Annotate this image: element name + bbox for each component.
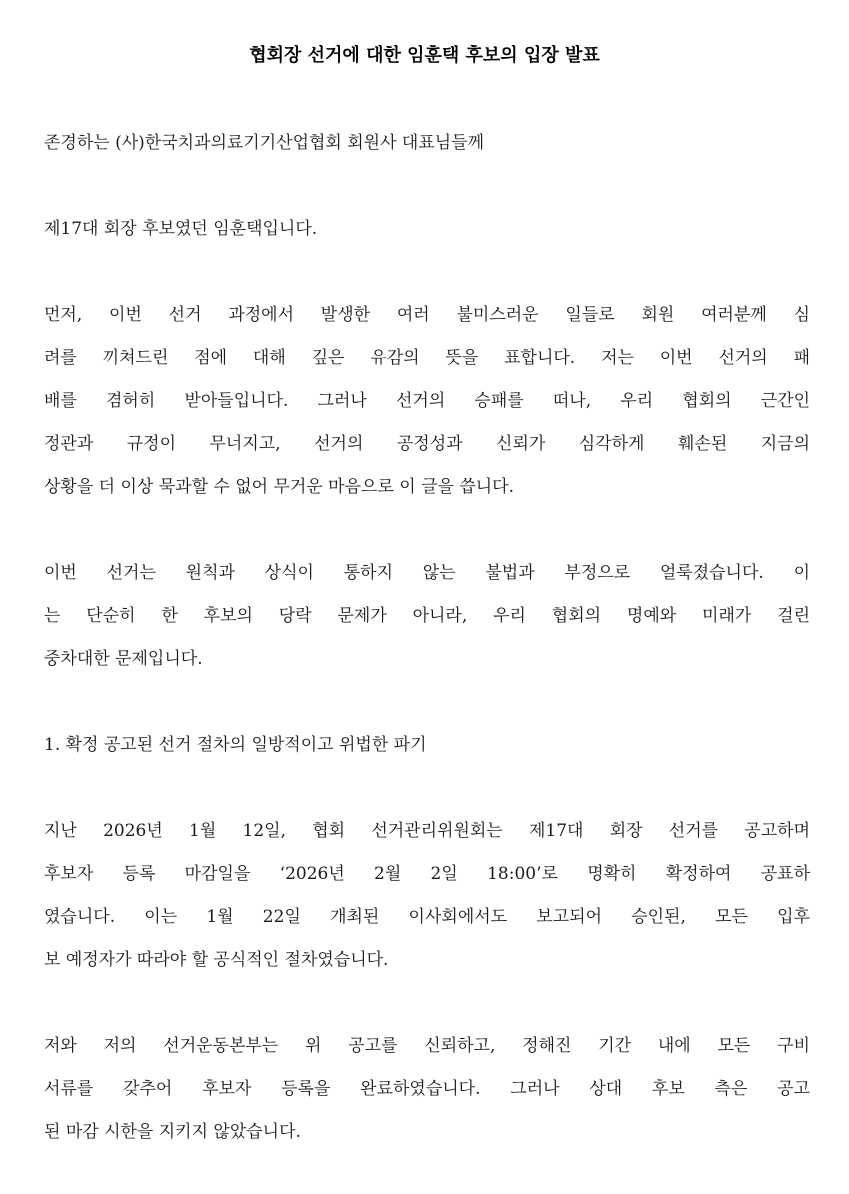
paragraph1-line-1: 먼저, 이번 선거 과정에서 발생한 여러 불미스러운 일들로 회원 여러분께 심 (44, 305, 810, 325)
intro-line: 제17대 회장 후보였던 임훈택입니다. (44, 219, 318, 239)
paragraph4-line-2: 서류를 갖추어 후보자 등록을 완료하였습니다. 그러나 상대 후보 측은 공고 (44, 1079, 810, 1099)
paragraph1-line-4: 정관과 규정이 무너지고, 선거의 공정성과 신뢰가 심각하게 훼손된 지금의 (44, 434, 810, 454)
paragraph1-line-5: 상황을 더 이상 묵과할 수 없어 무거운 마음으로 이 글을 씁니다. (44, 477, 514, 497)
greeting-line: 존경하는 (사)한국치과의료기기산업협회 회원사 대표님들께 (44, 133, 485, 153)
section1-heading: 1. 확정 공고된 선거 절차의 일방적이고 위법한 파기 (44, 735, 427, 755)
document-title: 협회장 선거에 대한 임훈택 후보의 입장 발표 (249, 45, 600, 66)
paragraph3-line-2: 후보자 등록 마감일을 ‘2026년 2월 2일 18:00’로 명확히 확정하여 공표하 (44, 864, 810, 884)
paragraph4-line-3: 된 마감 시한을 지키지 않았습니다. (44, 1122, 301, 1142)
paragraph2-line-3: 중차대한 문제입니다. (44, 649, 203, 669)
paragraph1-line-2: 려를 끼쳐드린 점에 대해 깊은 유감의 뜻을 표합니다. 저는 이번 선거의 패 (44, 348, 810, 368)
paragraph4-line-1: 저와 저의 선거운동본부는 위 공고를 신뢰하고, 정해진 기간 내에 모든 구비 (44, 1036, 810, 1056)
paragraph1-line-3: 배를 겸허히 받아들입니다. 그러나 선거의 승패를 떠나, 우리 협회의 근간인 (44, 391, 810, 411)
paragraph2-line-1: 이번 선거는 원칙과 상식이 통하지 않는 불법과 부정으로 얼룩졌습니다. 이 (44, 563, 810, 583)
paragraph3-line-3: 였습니다. 이는 1월 22일 개최된 이사회에서도 보고되어 승인된, 모든 입후 (44, 907, 810, 927)
paragraph2-line-2: 는 단순히 한 후보의 당락 문제가 아니라, 우리 협회의 명예와 미래가 걸린 (44, 606, 810, 626)
paragraph3-line-4: 보 예정자가 따라야 할 공식적인 절차였습니다. (44, 950, 389, 970)
paragraph3-line-1: 지난 2026년 1월 12일, 협회 선거관리위원회는 제17대 회장 선거를 공고하며 (44, 821, 810, 841)
